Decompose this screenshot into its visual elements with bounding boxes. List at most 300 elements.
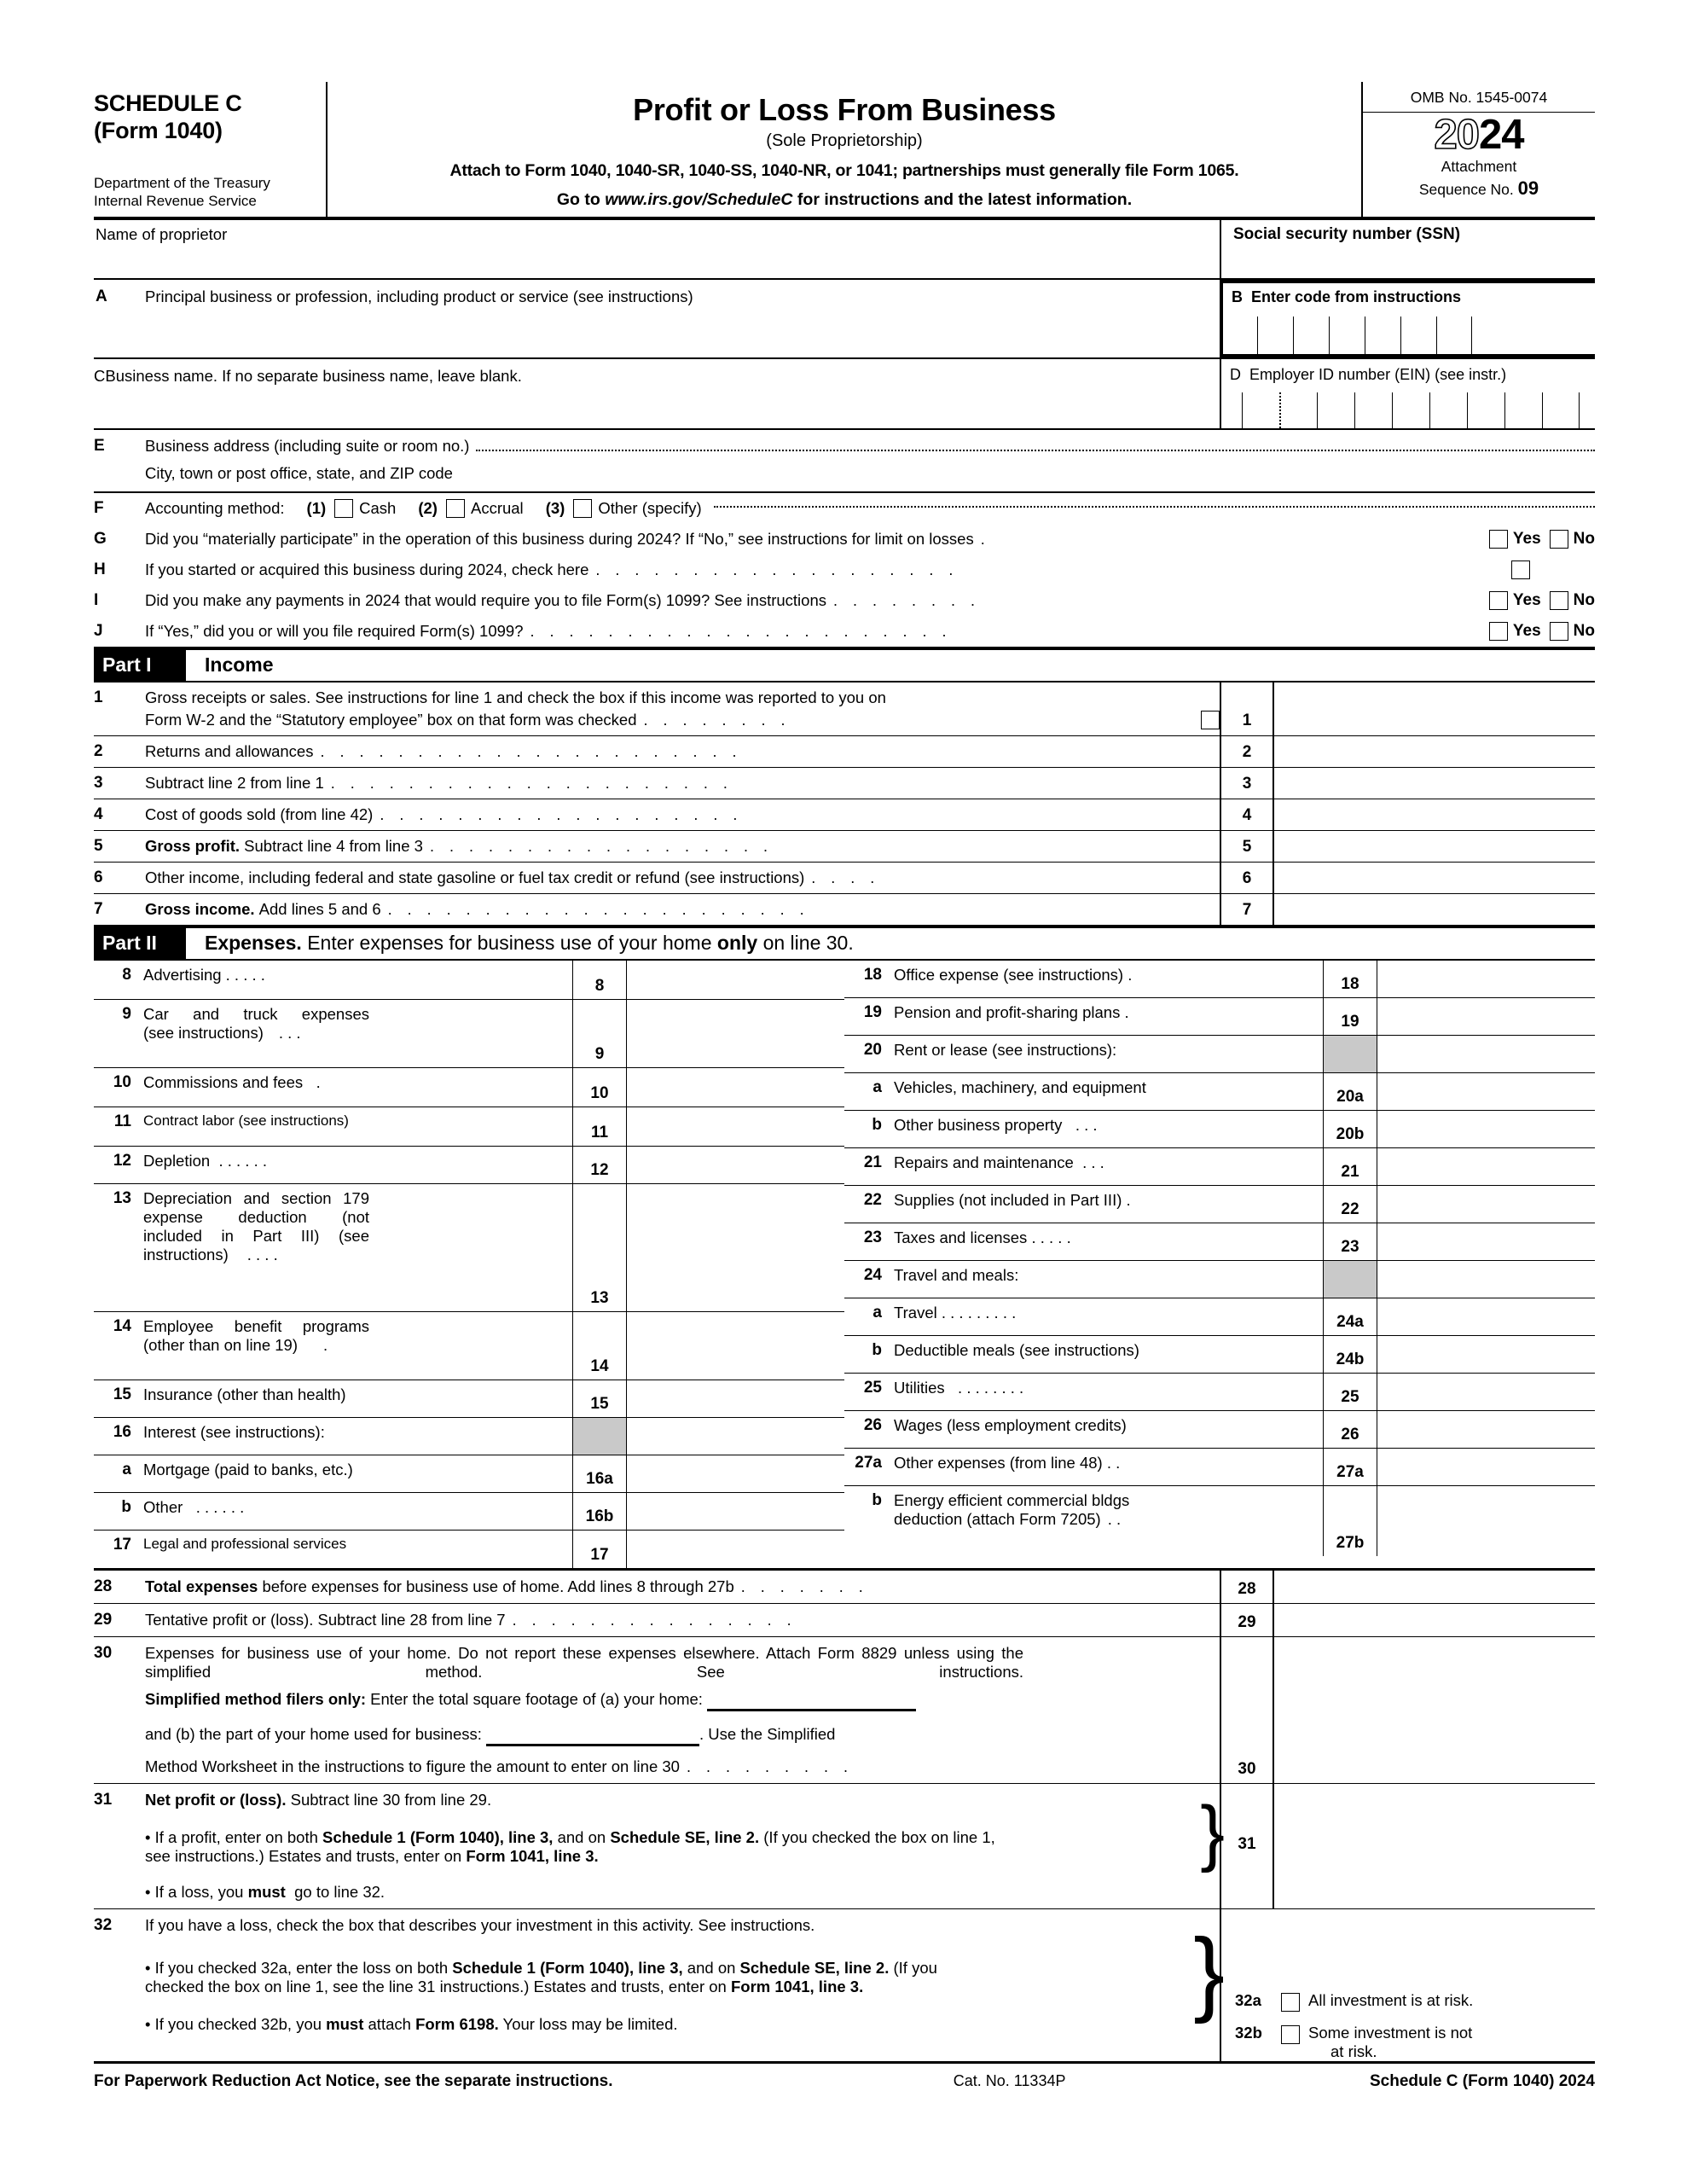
leader-dots: . [980,530,991,548]
leader-dots: . . . . . . . [740,1577,869,1595]
line-27a-label: Other expenses (from line 48) . . [894,1454,1121,1472]
label-e: E [94,437,105,455]
label-j: J [94,622,103,640]
part-2-title [186,928,854,959]
expense-row-19 [844,998,1595,1036]
income-line-6 [94,863,1595,894]
label-f: F [94,499,104,517]
expense-row-22 [844,1186,1595,1223]
label-h: H [94,561,106,578]
income-line-3 [94,768,1595,799]
line-27a-number: 27a [855,1454,882,1472]
line-3-number: 3 [94,774,103,792]
line-25-amount-input[interactable] [1377,1374,1595,1410]
line-21-label: Repairs and maintenance . . . [894,1153,1104,1171]
line-4-box-number: 4 [1220,799,1272,830]
line-25-number: 25 [863,1379,882,1397]
opt2-number: (2) [418,499,438,517]
line-20a-box-number: 20a [1323,1073,1377,1110]
line-10-box-number: 10 [572,1068,627,1107]
line-20b-box-number: 20b [1323,1111,1377,1147]
code-cell[interactable] [1436,317,1472,354]
omb-number: OMB No. 1545-0074 [1363,82,1595,113]
leader-dots: . . . . . . . . . . . . . . . . . . . . . [330,774,733,792]
line-5-amount-input[interactable] [1272,831,1595,862]
line-31-number: 31 [94,1791,113,1809]
ein-cell[interactable] [1354,392,1392,428]
line-20-shaded-box [1323,1036,1377,1072]
line-31-row [94,1784,1595,1909]
row-c-d [94,359,1595,430]
line-11-amount-input[interactable] [627,1107,844,1146]
line-4-text: Cost of goods sold (from line 42) [145,805,374,823]
line-32-text: If you have a loss, check the box that describes your investment in this activity. See instructions. [145,1916,815,1934]
ein-sublabel: (see instr.) [1435,366,1507,383]
row-f-accounting-method [94,493,1595,524]
line-19-amount-input[interactable] [1377,998,1595,1035]
part-2-title-rest: Enter expenses for business use of your home [307,932,712,954]
leader-dots: . . . . . . . . [643,711,791,729]
line-20a-number: a [872,1078,882,1096]
line-19-number: 19 [863,1003,882,1021]
line-20a-amount-input[interactable] [1377,1073,1595,1110]
leader-dots: . . . . . . . . . . . . . . . . . . . [380,805,743,823]
line-5-text-bold: Gross profit. [145,837,241,855]
ein-cell[interactable] [1504,392,1542,428]
code-cell[interactable] [1329,317,1365,354]
leader-dots: . . . . . [1031,1228,1071,1246]
line-16-number: 16 [113,1423,131,1441]
line-16-shaded-box [572,1418,627,1455]
line-1-text-a: Gross receipts or sales. See instructions for line 1 and check the box if this income was reported to you on [145,688,886,706]
header-left [94,82,326,217]
line-32a-label: All investment is at risk. [1308,1991,1474,2009]
code-cell[interactable] [1293,317,1329,354]
goto-instruction [336,190,1353,210]
line-7-text-bold: Gross income. [145,900,255,918]
line-22-box-number: 22 [1323,1186,1377,1223]
line-5-text: Subtract line 4 from line 3 [244,837,423,855]
line-18-label: Office expense (see instructions) . [894,966,1133,984]
business-code-box[interactable] [1220,280,1595,357]
leader-dots: . . . . . . . . . . . . . . . . . . . . . . [387,900,810,918]
line-2-amount-input[interactable] [1272,736,1595,767]
line-29-number: 29 [94,1611,113,1629]
form-number: (Form 1040) [94,117,223,143]
at-risk-options [1220,1909,1595,2061]
part-1-banner [94,647,1595,682]
line-26-number: 26 [863,1416,882,1434]
line-13-amount-input[interactable] [627,1184,844,1311]
line-28-bold: Total expenses [145,1577,258,1595]
g-no-checkbox[interactable] [1550,530,1568,549]
part-2-title-bold: Expenses. [205,932,302,954]
line-13-label: Depreciation and section 179 expense deduction (not included in Part III) (see instructions) . . . . [143,1189,369,1263]
line-24b-number: b [872,1341,882,1359]
line-13-box-number: 13 [572,1184,627,1311]
principal-business-field[interactable] [94,280,1220,357]
expense-row-20a [844,1073,1595,1111]
cash-checkbox[interactable] [334,499,353,518]
leader-dots: . . . [1075,1116,1098,1134]
statutory-employee-checkbox[interactable] [1201,711,1220,729]
line-3-box-number: 3 [1220,768,1272,799]
line-2-number: 2 [94,742,103,760]
accrual-label: Accrual [470,499,524,517]
line-8-label: Advertising . . . . . [143,966,265,984]
line-29-amount-input[interactable] [1272,1604,1595,1636]
leader-dots: . . . . . . . . . . . . . . . . . . . . . . [530,622,953,640]
expense-row-18 [844,961,1595,998]
row-e-address [94,430,1595,493]
expense-row-21 [844,1148,1595,1186]
ein-cell[interactable] [1242,392,1279,428]
line-9-number: 9 [122,1005,131,1023]
line-16b-amount-input[interactable] [627,1493,844,1530]
line-24-amount-blocked [1377,1261,1595,1298]
code-cell[interactable] [1365,317,1400,354]
line-1-text-b: Form W-2 and the “Statutory employee” box on that form was checked [145,711,637,729]
leader-dots: . [323,1336,328,1354]
i-yes-checkbox[interactable] [1489,591,1508,610]
line-18-amount-input[interactable] [1377,961,1595,997]
line-9-amount-input[interactable] [627,1000,844,1067]
ein-box[interactable] [1220,359,1595,428]
ein-cell[interactable] [1392,392,1429,428]
expense-row-11 [94,1107,844,1147]
line-24a-label: Travel . . . . . . . . . [894,1304,1017,1321]
name-of-proprietor-field[interactable]: Name of proprietor [96,225,228,243]
ein-cell-separator[interactable] [1279,392,1317,428]
sequence-label: Sequence No. [1418,180,1514,198]
form-title: Profit or Loss From Business [633,92,1056,127]
leader-dots: . . . . . . [195,1498,245,1516]
line-28-amount-input[interactable] [1272,1571,1595,1603]
line-10-label: Commissions and fees . [143,1073,321,1091]
row-a-b [94,280,1595,359]
line-14-label: Employee benefit programs (other than on line 19) . [143,1317,369,1354]
line-15-label: Insurance (other than health) [143,1385,346,1403]
line-23-label: Taxes and licenses . . . . . [894,1228,1071,1246]
leader-dots: . . . . . . . . [958,1379,1024,1397]
part-2-title-only: only [716,932,758,954]
line-6-amount-input[interactable] [1272,863,1595,893]
expense-row-24b [844,1336,1595,1374]
leader-dots: . [1126,1191,1131,1209]
paperwork-notice: For Paperwork Reduction Act Notice, see the separate instructions. [94,2072,613,2090]
line-7-amount-input[interactable] [1272,894,1595,925]
income-line-1 [94,682,1595,736]
expense-row-15 [94,1380,844,1418]
g-yes-checkbox[interactable] [1489,530,1508,549]
line-23-amount-input[interactable] [1377,1223,1595,1260]
line-22-amount-input[interactable] [1377,1186,1595,1223]
part-1-tag: Part I [94,650,186,681]
line-4-amount-input[interactable] [1272,799,1595,830]
line-27b-number: b [872,1491,882,1509]
line-16a-box-number: 16a [572,1455,627,1492]
business-address-input[interactable] [476,450,1595,451]
leader-dots: . . [1107,1510,1122,1528]
line-11-number: 11 [113,1112,131,1130]
line-2-text: Returns and allowances [145,742,314,760]
expenses-right-column [844,961,1595,1568]
goto-prefix: Go to [556,190,606,209]
business-sqft-input[interactable] [486,1725,699,1746]
ein-cell[interactable] [1317,392,1354,428]
other-method-input[interactable] [714,506,1595,508]
leader-dots: . . . . . . . . [833,591,981,609]
expense-row-12 [94,1147,844,1184]
line-17-number: 17 [113,1536,131,1554]
expense-row-10 [94,1068,844,1107]
line-32-bullet-1: • If you checked 32a, enter the loss on both Schedule 1 (Form 1040), line 3, and on Schedule SE, line 2. (If you checked the box on line 1, see the line 31 instructions.) Estates and trusts, enter on Form 1041, line 3. [145,1959,937,1995]
attach-instruction: Attach to Form 1040, 1040-SR, 1040-SS, 1040-NR, or 1041; partnerships must generally file Form 1065. [449,161,1239,180]
line-19-label: Pension and profit-sharing plans . [894,1003,1129,1021]
ssn-field[interactable]: Social security number (SSN) [1220,220,1595,278]
line-32b-number: 32b [1235,2024,1262,2042]
leader-dots: . . . . . . . . . . . . . . . . . . [429,837,774,855]
business-name-field[interactable] [94,359,1220,428]
part-1-title: Income [205,653,274,676]
line-20-number: 20 [863,1041,882,1059]
line-16-label: Interest (see instructions): [143,1423,325,1441]
line-24a-amount-input[interactable] [1377,1298,1595,1335]
line-9-box-number: 9 [572,1000,627,1067]
line-21-amount-input[interactable] [1377,1148,1595,1185]
line-12-label: Depletion . . . . . . [143,1152,267,1170]
line-12-amount-input[interactable] [627,1147,844,1183]
line-26-amount-input[interactable] [1377,1411,1595,1448]
income-line-7 [94,894,1595,925]
line-30-amount-input[interactable] [1272,1637,1595,1783]
line-29-box-number: 29 [1220,1604,1272,1636]
line-5-number: 5 [94,837,103,855]
sequence-number: 09 [1517,177,1539,199]
line-24a-box-number: 24a [1323,1298,1377,1335]
name-ssn-row [94,220,1595,280]
opt1-number: (1) [306,499,327,517]
line-5-box-number: 5 [1220,831,1272,862]
j-no-checkbox[interactable] [1550,622,1568,641]
line-27b-amount-input[interactable] [1377,1486,1595,1556]
line-3-text: Subtract line 2 from line 1 [145,774,324,792]
line-28-number: 28 [94,1577,113,1595]
line-32b-label-2: at risk. [1330,2042,1377,2060]
line-20-label: Rent or lease (see instructions): [894,1041,1117,1059]
line-17-box-number: 17 [572,1531,627,1568]
leader-dots: . . . . . . . . . [941,1304,1017,1321]
line-23-number: 23 [863,1228,882,1246]
business-code-label: Enter code from instructions [1251,288,1462,305]
part-2-tag: Part II [94,928,186,959]
line-32a-number: 32a [1235,1991,1261,2009]
line-20-amount-blocked [1377,1036,1595,1072]
line-21-number: 21 [863,1153,882,1171]
city-state-zip-input[interactable]: City, town or post office, state, and ZIP code [145,464,453,482]
cash-label: Cash [359,499,397,517]
line-15-amount-input[interactable] [627,1380,844,1417]
label-i: I [94,591,99,609]
leader-dots: . . . . . . [218,1152,267,1170]
accrual-checkbox[interactable] [446,499,465,518]
line-21-box-number: 21 [1323,1148,1377,1185]
expenses-left-column [94,961,844,1568]
code-cell[interactable] [1257,317,1293,354]
expense-row-17 [94,1531,844,1568]
leader-dots: . . . . [811,868,880,886]
line-12-number: 12 [113,1152,131,1170]
line-10-number: 10 [113,1073,131,1091]
line-4-number: 4 [94,805,103,823]
form-subtitle: (Sole Proprietorship) [766,131,923,150]
expense-row-27b [844,1486,1595,1556]
line-6-text: Other income, including federal and state gasoline or fuel tax credit or refund (see instructions) [145,868,805,886]
i-no-checkbox[interactable] [1550,591,1568,610]
line-32-number: 32 [94,1916,113,1934]
j-yes-label: Yes [1512,622,1541,640]
line-31-bullet-1: • If a profit, enter on both Schedule 1 (Form 1040), line 3, and on Schedule SE, line 2. (If you checked the box on line 1, see instructions.) Estates and trusts, enter on Form 1041, line 3. [145,1828,995,1865]
line-16a-number: a [122,1461,131,1478]
ein-label: Employer ID number (EIN) [1249,366,1431,383]
part-2-grid [94,961,1595,1568]
j-yes-checkbox[interactable] [1489,622,1508,641]
line-20b-label: Other business property . . . [894,1116,1098,1134]
expense-row-26 [844,1411,1595,1449]
opt3-number: (3) [545,499,565,517]
line-26-label: Wages (less employment credits) [894,1416,1127,1434]
business-code-cells[interactable] [1223,317,1595,354]
expense-row-25 [844,1374,1595,1411]
line-32b-label: Some investment is not [1308,2024,1473,2042]
home-sqft-input[interactable] [707,1690,916,1711]
leader-dots: . . . . . . . . . . . . . . . . . . . [595,561,959,578]
line-16-amount-blocked [627,1418,844,1455]
code-cell[interactable] [1400,317,1436,354]
line-31-box-number: 31 [1220,1784,1272,1908]
line-15-number: 15 [113,1385,131,1403]
line-16b-box-number: 16b [572,1493,627,1530]
line-14-amount-input[interactable] [627,1312,844,1380]
all-investment-at-risk-checkbox[interactable] [1281,1993,1300,2012]
line-31-bullet-2: • If a loss, you must go to line 32. [145,1883,386,1901]
line-7-box-number: 7 [1220,894,1272,925]
line-24b-amount-input[interactable] [1377,1336,1595,1373]
row-g-material-participation [94,524,1595,555]
line-25-box-number: 25 [1323,1374,1377,1410]
line-18-box-number: 18 [1323,961,1377,997]
line-31-text: Subtract line 30 from line 29. [290,1791,492,1809]
line-8-amount-input[interactable] [627,961,844,999]
expense-row-16a [94,1455,844,1493]
line-24-shaded-box [1323,1261,1377,1298]
ein-cell[interactable] [1467,392,1504,428]
header-right [1363,82,1595,217]
label-d: D [1230,366,1241,383]
expense-row-24a [844,1298,1595,1336]
leader-dots: . . [1106,1454,1121,1472]
line-30-row [94,1637,1595,1784]
line-14-number: 14 [113,1317,131,1335]
h-checkbox[interactable] [1511,561,1530,579]
other-method-checkbox[interactable] [573,499,592,518]
line-30-text-3b: . Use the Simplified [699,1725,836,1743]
line-30-text-3: and (b) the part of your home used for business: [145,1725,482,1743]
j-no-label: No [1573,622,1595,640]
line-30-bold: Simplified method filers only: [145,1690,367,1708]
line-3-amount-input[interactable] [1272,768,1595,799]
line-17-amount-input[interactable] [627,1531,844,1568]
line-19-box-number: 19 [1323,998,1377,1035]
line-16a-amount-input[interactable] [627,1455,844,1492]
some-investment-not-at-risk-checkbox[interactable] [1281,2025,1300,2044]
line-16b-number: b [121,1498,131,1516]
line-24-label: Travel and meals: [894,1266,1019,1284]
line-6-number: 6 [94,868,103,886]
business-address-label: Business address (including suite or room no.) [145,437,470,455]
goto-url[interactable]: www.irs.gov/ScheduleC [605,190,793,209]
line-30-number: 30 [94,1644,113,1662]
line-28-text: before expenses for business use of home. Add lines 8 through 27b [262,1577,734,1595]
line-32-row [94,1909,1595,2064]
line-13-number: 13 [113,1189,131,1207]
line-6-box-number: 6 [1220,863,1272,893]
questions-block [94,493,1595,647]
ein-cell[interactable] [1429,392,1467,428]
leader-dots: . . . [1082,1153,1104,1171]
ein-cells[interactable] [1221,392,1595,428]
part-1-table [94,682,1595,925]
line-14-box-number: 14 [572,1312,627,1380]
label-g: G [94,530,107,548]
line-1-number: 1 [94,688,103,706]
line-30-text-2: Enter the total square footage of (a) your home: [370,1690,703,1708]
line-23-box-number: 23 [1323,1223,1377,1260]
form-header [94,82,1595,220]
row-h-started-business [94,555,1595,585]
file-1099-label: If “Yes,” did you or will you file required Form(s) 1099? [145,622,524,640]
label-c: C [94,367,106,385]
line-31-amount-input[interactable] [1272,1784,1595,1908]
line-15-box-number: 15 [572,1380,627,1417]
ein-cell[interactable] [1542,392,1580,428]
line-10-amount-input[interactable] [627,1068,844,1107]
line-28-box-number: 28 [1220,1571,1272,1603]
started-business-label: If you started or acquired this business during 2024, check here [145,561,589,578]
line-1-amount-input[interactable] [1272,682,1595,735]
brace-icon: } [1200,1792,1225,1873]
part-2-banner [94,925,1595,961]
line-20b-amount-input[interactable] [1377,1111,1595,1147]
expense-row-13 [94,1184,844,1312]
attachment-sequence [1363,158,1595,200]
accounting-method-label: Accounting method: [145,499,285,517]
g-yes-label: Yes [1512,530,1541,548]
i-yes-label: Yes [1512,591,1541,609]
leader-dots: . [1128,966,1133,984]
line-27a-amount-input[interactable] [1377,1449,1595,1485]
line-20a-label: Vehicles, machinery, and equipment [894,1078,1146,1096]
line-7-number: 7 [94,900,103,918]
line-28-row [94,1571,1595,1604]
part-2-title-end: on line 30. [762,932,854,954]
year-prefix: 20 [1434,112,1479,158]
material-participation-label: Did you “materially participate” in the operation of this business during 2024? If “No,” see instructions for limit on losses [145,530,974,548]
expense-row-16 [94,1418,844,1455]
line-25-label: Utilities . . . . . . . . [894,1379,1024,1397]
expense-row-14 [94,1312,844,1380]
tax-year [1363,113,1595,156]
